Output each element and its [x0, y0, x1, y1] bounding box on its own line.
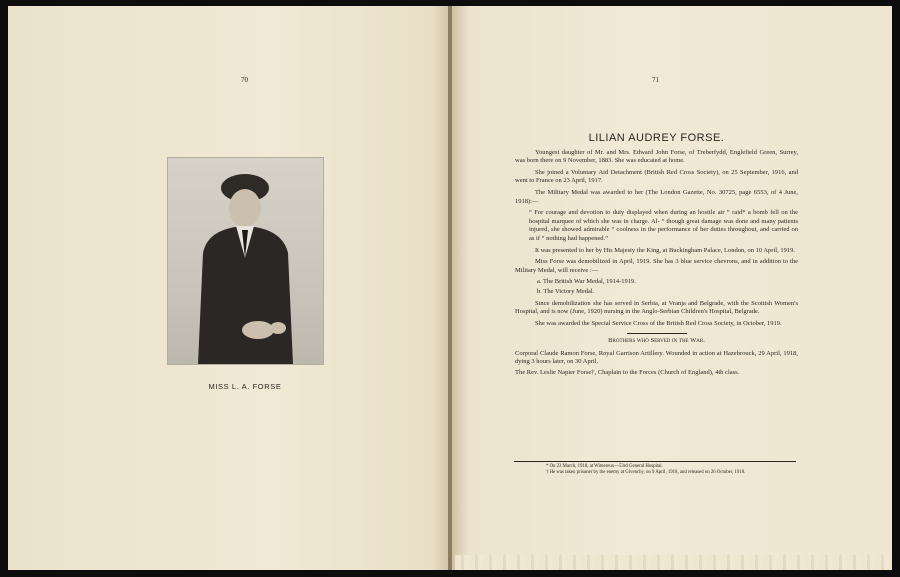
- paragraph: She was awarded the Special Service Cross of the British Red Cross Society, in October, 1919.: [535, 319, 782, 327]
- brother-entry: The Rev. Leslie Napier Forse†, Chaplain to the Forces (Church of England), 4th class.: [515, 369, 740, 377]
- right-page-number: 71: [652, 76, 659, 84]
- photo-caption: MISS L. A. FORSE: [208, 382, 282, 391]
- paragraph: It was presented to her by His Majesty the King, at Buckingham Palace, London, on 10 April, 1919.: [535, 246, 795, 254]
- paragraph: The Military Medal was awarded to her (The London Gazette, No. 30725, page 6553, of 4 June, 1918):—: [515, 188, 798, 205]
- left-page-number: 70: [241, 76, 248, 84]
- book-gutter: [448, 6, 452, 570]
- paragraph: Youngest daughter of Mr. and Mrs. Edward John Forse, of Treberfydd, Englefield Green, Surrey, was born there on 9 November, 1883. She was educated at home.: [515, 148, 798, 165]
- biography-text: [515, 134, 798, 380]
- citation-quote: “ For courage and devotion to duty displayed when during an hostile air “ raid* a bomb fell on the hospital marquee of which she was in charge. Al- “ though great damage was done and many patients injured, she showed admirable “ coolness in the performance of her duties throughout, and carried on as if “ nothing had happened.”: [529, 209, 798, 242]
- brother-entry: Corporal Claude Ramon Forse, Royal Garrison Artillery. Wounded in action at Hazebrouck, 29 April, 1918, dying 3 hours later, on 30 April.: [515, 349, 798, 366]
- footnote-rule: [514, 461, 796, 462]
- medal-item: a. The British War Medal, 1914-1919.: [537, 278, 636, 286]
- portrait-photo: [167, 157, 324, 365]
- footnotes: [546, 464, 796, 476]
- footnote: * On 23 March, 1918, at Wimereux—53rd General Hospital.: [546, 464, 663, 469]
- section-divider: [627, 333, 687, 334]
- paragraph: Since demobilization she has served in Serbia, at Vranja and Belgrade, with the Scottish Women's Hospital, and is now (June, 1920) nursing in the Anglo-Serbian Children's Hospital, Belgrade.: [515, 299, 798, 316]
- portrait-figure-icon: [168, 158, 323, 364]
- medal-item: b. The Victory Medal.: [537, 287, 595, 295]
- paragraph: She joined a Voluntary Aid Detachment (British Red Cross Society), on 25 September, 1916, and went to France on 23 April, 1917.: [515, 168, 798, 185]
- paragraph: Miss Forse was demobilized in April, 1919. She has 3 blue service chevrons, and in addition to the Military Medal, will receive :—: [515, 258, 798, 274]
- page-title: LILIAN AUDREY FORSE.: [588, 132, 725, 144]
- torn-page-edge: [455, 555, 892, 570]
- footnote: † He was taken prisoner by the enemy at Givenchy, on 9 April, 1918, and released on 26 October, 1918.: [546, 470, 746, 475]
- brothers-heading: Brothers who Served in the War.: [608, 337, 705, 345]
